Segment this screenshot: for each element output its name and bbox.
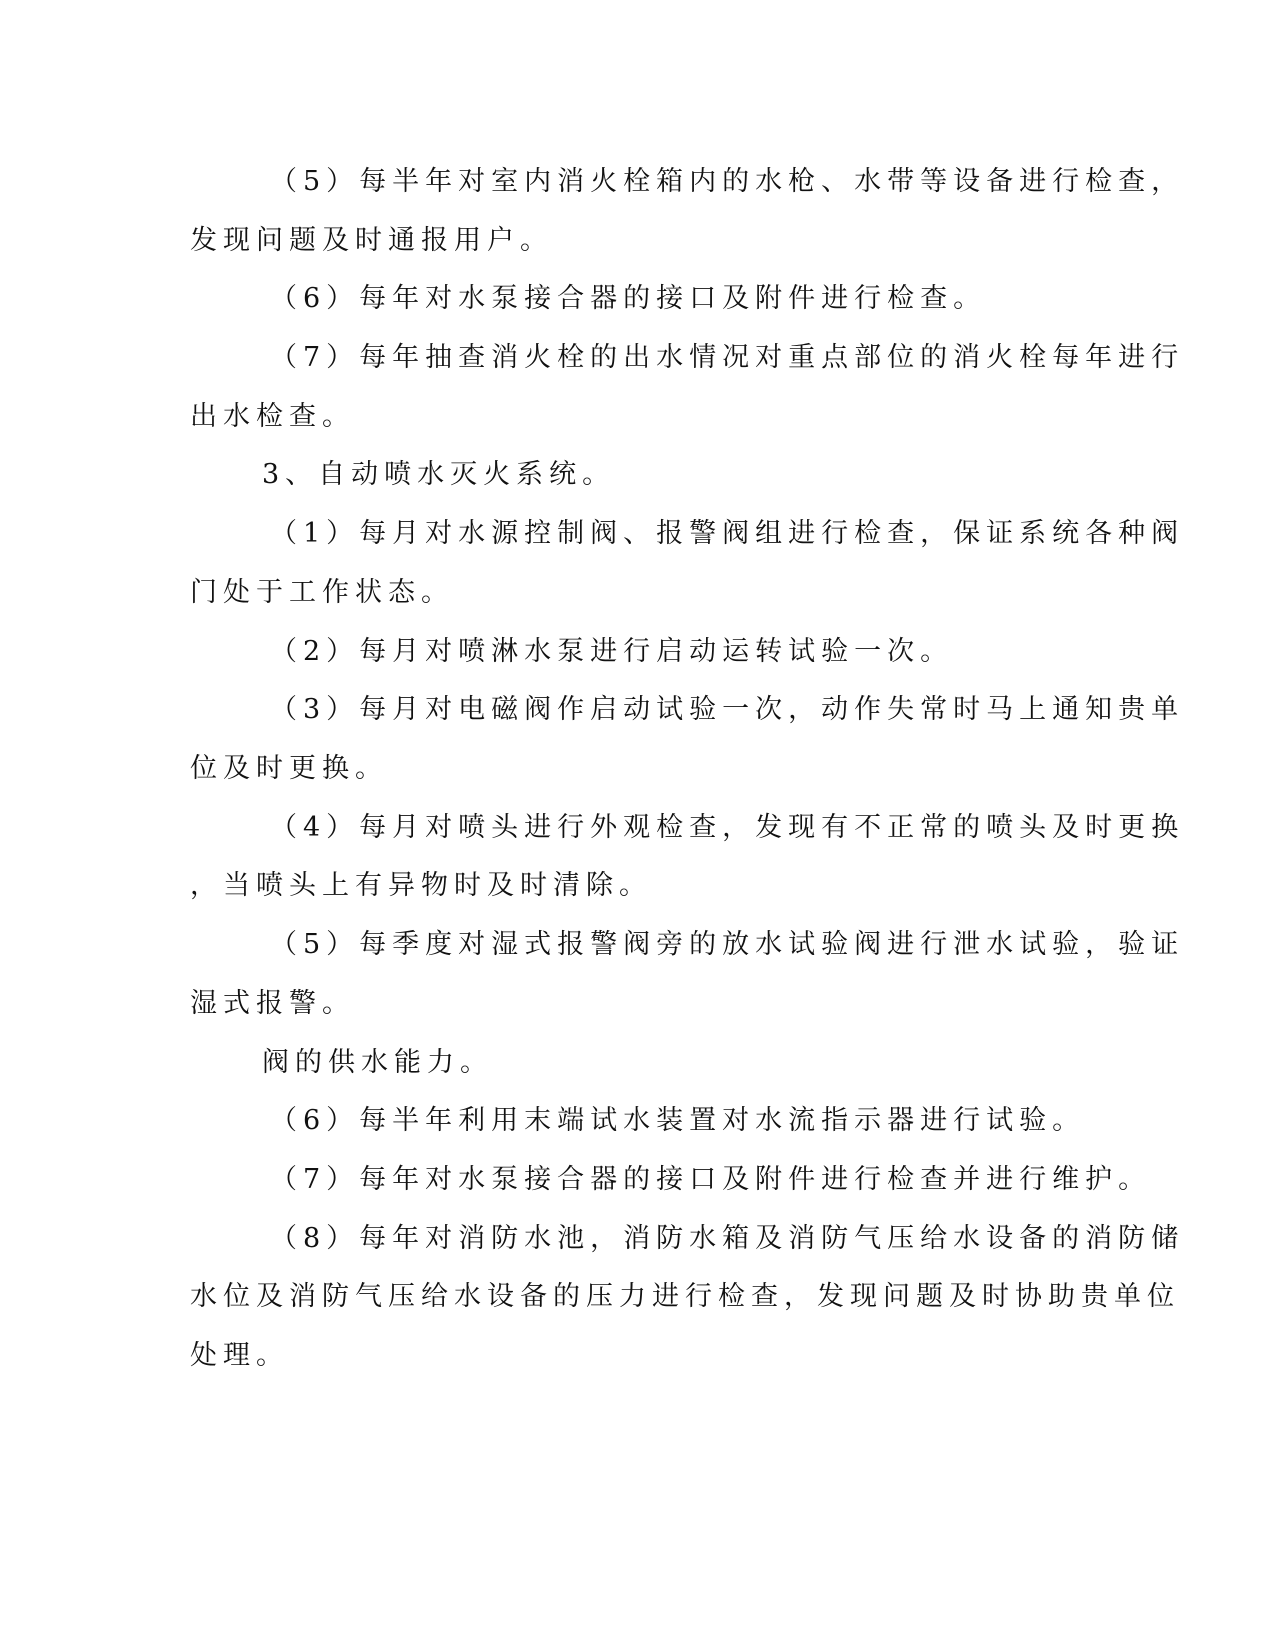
paragraph-line: ，当喷头上有异物时及时清除。 xyxy=(190,870,652,901)
paragraph-line: （8）每年对消防水池，消防水箱及消防气压给水设备的消防储 xyxy=(270,1223,1185,1254)
paragraph-line: 水位及消防气压给水设备的压力进行检查，发现问题及时协助贵单位 xyxy=(190,1281,1180,1312)
paragraph-line: （3）每月对电磁阀作启动试验一次，动作失常时马上通知贵单 xyxy=(270,694,1185,725)
paragraph-line: （7）每年抽查消火栓的出水情况对重点部位的消火栓每年进行 xyxy=(270,342,1185,373)
paragraph-line: （5）每季度对湿式报警阀旁的放水试验阀进行泄水试验，验证 xyxy=(270,929,1185,960)
paragraph-line: （1）每月对水源控制阀、报警阀组进行检查，保证系统各种阀 xyxy=(270,518,1185,549)
paragraph-line: 阀的供水能力。 xyxy=(262,1047,493,1078)
paragraph-line: （6）每半年利用末端试水装置对水流指示器进行试验。 xyxy=(270,1105,1086,1136)
section-heading: 3、自动喷水灭火系统。 xyxy=(262,459,616,490)
paragraph-line: 湿式报警。 xyxy=(190,988,355,1019)
paragraph-line: 处理。 xyxy=(190,1340,289,1371)
paragraph-line: （6）每年对水泵接合器的接口及附件进行检查。 xyxy=(270,283,987,314)
paragraph-line: 发现问题及时通报用户。 xyxy=(190,225,553,256)
paragraph-line: （4）每月对喷头进行外观检查，发现有不正常的喷头及时更换 xyxy=(270,812,1185,843)
paragraph-line: （7）每年对水泵接合器的接口及附件进行检查并进行维护。 xyxy=(270,1164,1152,1195)
paragraph-line: 门处于工作状态。 xyxy=(190,577,454,608)
paragraph-line: （5）每半年对室内消火栓箱内的水枪、水带等设备进行检查， xyxy=(270,166,1185,197)
paragraph-line: 位及时更换。 xyxy=(190,753,388,784)
paragraph-line: （2）每月对喷淋水泵进行启动运转试验一次。 xyxy=(270,636,954,667)
paragraph-line: 出水检查。 xyxy=(190,401,355,432)
